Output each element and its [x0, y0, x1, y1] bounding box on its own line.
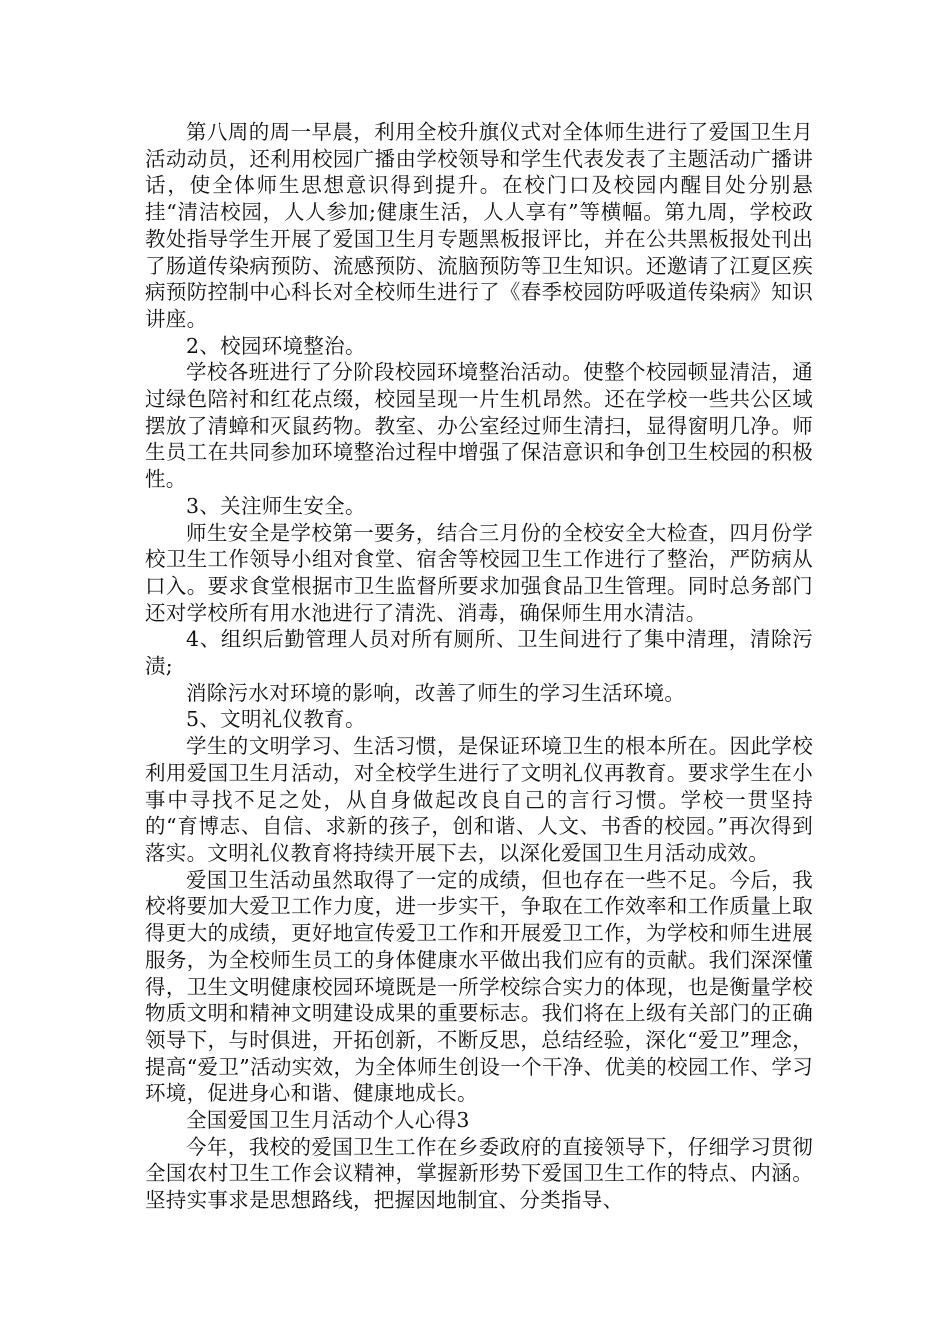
document-page [145, 119, 813, 1214]
paragraph-activity-mobilization: 第八周的周一早晨，利用全校升旗仪式对全体师生进行了爱国卫生月活动动员，还利用校园广播由学校领导和学生代表发表了主题活动广播讲话，使全体师生思想意识得到提升。在校门口及校园内醒目处分别悬挂“清洁校园，人人参加;健康生活，人人享有”等横幅。第九周，学校政教处指导学生开展了爱国卫生月专题黑板报评比，并在公共黑板报处刊出了肠道传染病预防、流感预防、流脑预防等卫生知识。还邀请了江夏区疾病预防控制中心科长对全校师生进行了《春季校园防呼吸道传染病》知识讲座。 [145, 120, 813, 331]
paragraph-etiquette: 学生的文明学习、生活习惯，是保证环境卫生的根本所在。因此学校利用爱国卫生月活动，对全校学生进行了文明礼仪再教育。要求学生在小事中寻找不足之处，从自身做起改良自己的言行习惯。学校一贯坚持的“育博志、自信、求新的孩子，创和谐、人文、书香的校园。”再次得到落实。文明礼仪教育将持续开展下去，以深化爱国卫生月活动成效。 [145, 734, 813, 865]
section-title: 全国爱国卫生月活动个人心得3 [186, 1108, 470, 1133]
heading-campus-environment: 2、校园环境整治。 [186, 333, 366, 358]
paragraph-toilet-cleaning: 4、组织后勤管理人员对所有厕所、卫生间进行了集中清理，清除污渍; [145, 627, 813, 679]
heading-safety: 3、关注师生安全。 [186, 493, 366, 518]
paragraph-safety: 师生安全是学校第一要务，结合三月份的全校安全大检查，四月份学校卫生工作领导小组对食堂、宿舍等校园卫生工作进行了整治，严防病从口入。要求食堂根据市卫生监督所要求加强食品卫生管理。同时总务部门还对学校所有用水池进行了清洗、消毒，确保师生用水清洁。 [145, 520, 813, 625]
heading-etiquette: 5、文明礼仪教育。 [186, 707, 366, 732]
paragraph-sewage: 消除污水对环境的影响，改善了师生的学习生活环境。 [186, 680, 686, 705]
paragraph-campus-environment: 学校各班进行了分阶段校园环境整治活动。使整个校园顿显清洁，通过绿色陪衬和红花点缀，校园呈现一片生机昂然。还在学校一些共公区域摆放了清蟑和灭鼠药物。教室、办公室经过师生清扫，显得窗明几净。师生员工在共同参加环境整治过程中增强了保洁意识和争创卫生校园的积极性。 [145, 360, 813, 492]
paragraph-intro-3: 今年，我校的爱国卫生工作在乡委政府的直接领导下，仔细学习贯彻全国农村卫生工作会议精神，掌握新形势下爱国卫生工作的特点、内涵。坚持实事求是思想路线，把握因地制宜、分类指导、 [145, 1134, 813, 1213]
paragraph-summary: 爱国卫生活动虽然取得了一定的成绩，但也存在一些不足。今后，我校将要加大爱卫工作力度，进一步实干，争取在工作效率和工作质量上取得更大的成绩，更好地宣传爱卫工作和开展爱卫工作，为学校和师生进展服务，为全校师生员工的身体健康水平做出我们应有的贡献。我们深深懂得，卫生文明健康校园环境既是一所学校综合实力的体现，也是衡量学校物质文明和精神文明建设成果的重要标志。我们将在上级有关部门的正确领导下，与时俱进，开拓创新，不断反思，总结经验，深化“爱卫”理念，提高“爱卫”活动实效，为全体师生创设一个干净、优美的校园工作、学习环境，促进身心和谐、健康地成长。 [145, 867, 813, 1106]
